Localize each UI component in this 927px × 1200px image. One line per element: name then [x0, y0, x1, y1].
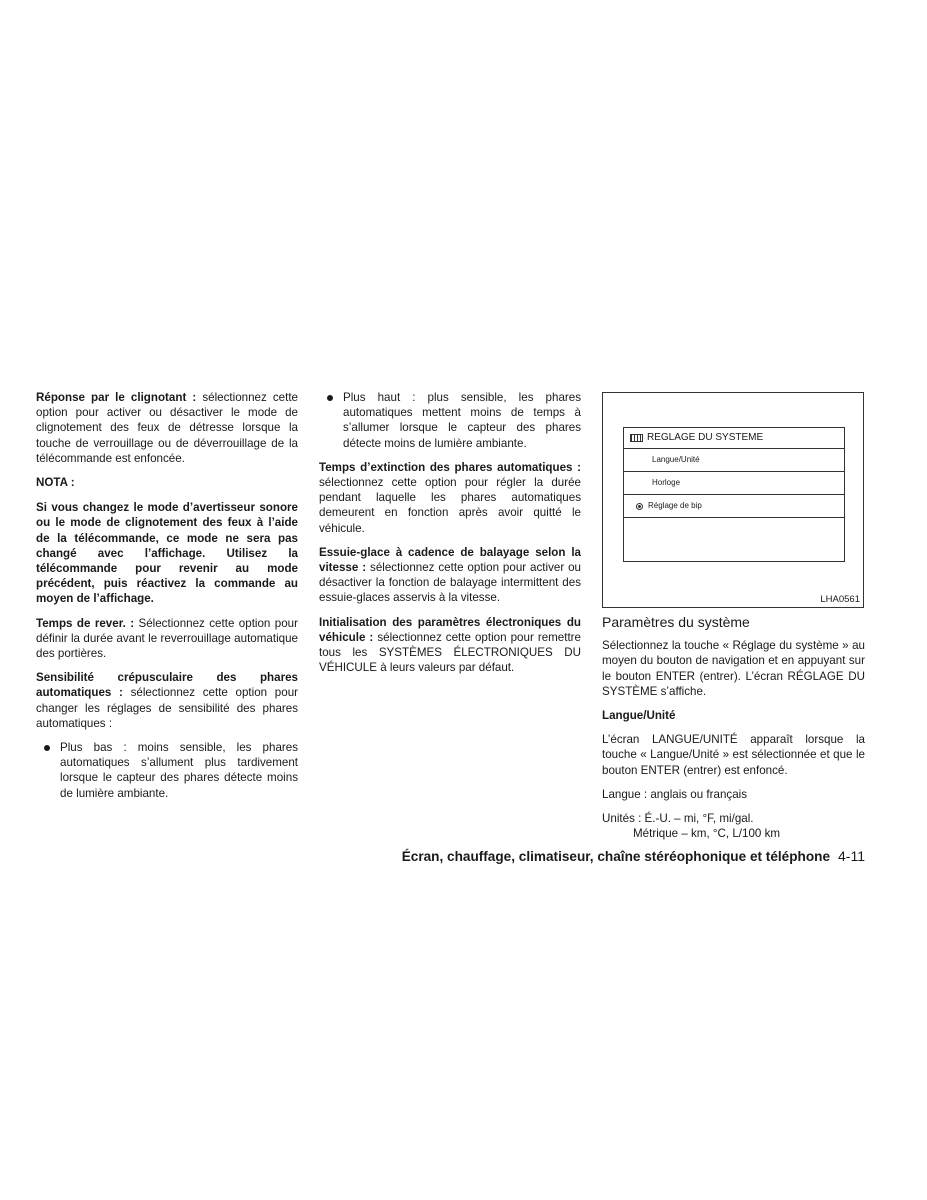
column-right [602, 615, 865, 850]
bullet-dot-icon [44, 745, 50, 751]
screen-title: REGLAGE DU SYSTEME [647, 432, 764, 443]
nota-text: Si vous changez le mode d’avertisseur sonore ou le mode de clignotement des feux à l’aide de la télécommande, ce mode ne sera pas changé avec l’affichage. Utilisez la télécommande pour revenir au mode précédent, puis réactivez la commande au moyen de l’affichage. [36, 501, 298, 606]
heading-langue-unite [602, 708, 865, 723]
menu-item-langue-unite [624, 449, 844, 472]
paragraph-reponse-clignotant [36, 390, 298, 466]
paragraph-langue-unite: L’écran LANGUE/UNITÉ apparaît lorsque la touche « Langue/Unité » est sélectionnée et que le bouton ENTER (entrer) est enfoncé. [602, 733, 865, 777]
text-temps-rever: Sélectionnez cette option pour définir la durée avant le reverrouillage automatique des portières. [36, 616, 298, 661]
paragraph-parametres: Sélectionnez la touche « Réglage du système » au moyen du bouton de navigation et en appuyant sur le bouton ENTER (entrer). L’écran RÉGLAGE DU SYSTÈME s’affiche. [602, 639, 865, 698]
section-title: Paramètres du système [602, 614, 750, 630]
bullet-plus-bas [36, 740, 298, 801]
bullet-dot-icon [327, 395, 333, 401]
bullet-plus-bas-text: Plus bas : moins sensible, les phares automatiques s’allument plus tardivement lorsque le capteur des phares détecte moins de lumière ambiante. [60, 741, 298, 800]
term-initialisation: Initialisation des paramètres électroniques du véhicule : [319, 615, 581, 644]
figure-system-settings [602, 392, 864, 608]
paragraph-unites-us: Unités : É.-U. – mi, °F, mi/gal. [602, 812, 754, 826]
text-sensibilite: sélectionnez cette option pour changer les réglages de sensibilité des phares automatiques : [36, 686, 299, 730]
nota-heading: NOTA : [36, 476, 75, 490]
column-left [36, 390, 298, 810]
bullet-plus-haut-text: Plus haut : plus sensible, les phares automatiques mettent moins de temps à s’allumer lorsque le capteur des phares détecte moins de lumière ambiante. [343, 391, 581, 450]
menu-item-label: Horloge [652, 478, 681, 487]
text-essuie-glace: sélectionnez cette option pour activer ou désactiver la fonction de balayage intermittent des essuie-glaces asservis à la vitesse. [319, 561, 582, 605]
heading-langue-unite-text: Langue/Unité [602, 709, 676, 723]
paragraph-initialisation [319, 615, 581, 676]
text-reponse-clignotant: sélectionnez cette option pour activer ou désactiver le mode de clignotement des feux de détresse lorsque la touche de verrouillage ou de déverrouillage de la télécommande est enfoncée. [36, 391, 298, 465]
text-initialisation: sélectionnez cette option pour remettre tous les SYSTÈMES ÉLECTRONIQUES DU VÉHICULE à leurs valeurs par défaut. [319, 630, 581, 675]
menu-item-reglage-bip [624, 495, 844, 518]
menu-item-label: Langue/Unité [652, 455, 700, 464]
menu-item-label: Réglage de bip [648, 501, 702, 510]
column-middle [319, 390, 581, 684]
screen-title-bar [624, 428, 844, 449]
page-footer [350, 848, 865, 864]
page-number: 4-11 [838, 848, 865, 864]
menu-item-horloge [624, 472, 844, 495]
term-essuie-glace: Essuie-glace à cadence de balayage selon la vitesse : [319, 545, 581, 575]
radio-selected-icon [636, 503, 643, 510]
term-sensibilite: Sensibilité crépusculaire des phares automatiques : [36, 671, 298, 700]
paragraph-temps-extinction [319, 460, 581, 536]
term-temps-extinction: Temps d’extinction des phares automatiques : [319, 460, 581, 474]
figure-code: LHA0561 [820, 594, 860, 605]
paragraph-temps-rever [36, 616, 298, 662]
text-temps-extinction: sélectionnez cette option pour régler la durée pendant laquelle les phares automatiques demeurent en fonction après avoir quitté le véhicule. [319, 476, 581, 535]
term-temps-rever: Temps de rever. : [36, 616, 135, 630]
footer-chapter-title: Écran, chauffage, climatiseur, chaîne stéréophonique et téléphone [401, 849, 831, 864]
keyboard-icon [630, 434, 643, 442]
settings-screen-illustration [623, 427, 845, 562]
paragraph-essuie-glace [319, 545, 581, 606]
paragraph-unites-metrique: Métrique – km, °C, L/100 km [633, 827, 781, 841]
term-reponse-clignotant: Réponse par le clignotant : [36, 391, 197, 404]
paragraph-langue: Langue : anglais ou français [602, 787, 748, 801]
bullet-plus-haut [319, 390, 581, 451]
paragraph-sensibilite [36, 670, 298, 731]
